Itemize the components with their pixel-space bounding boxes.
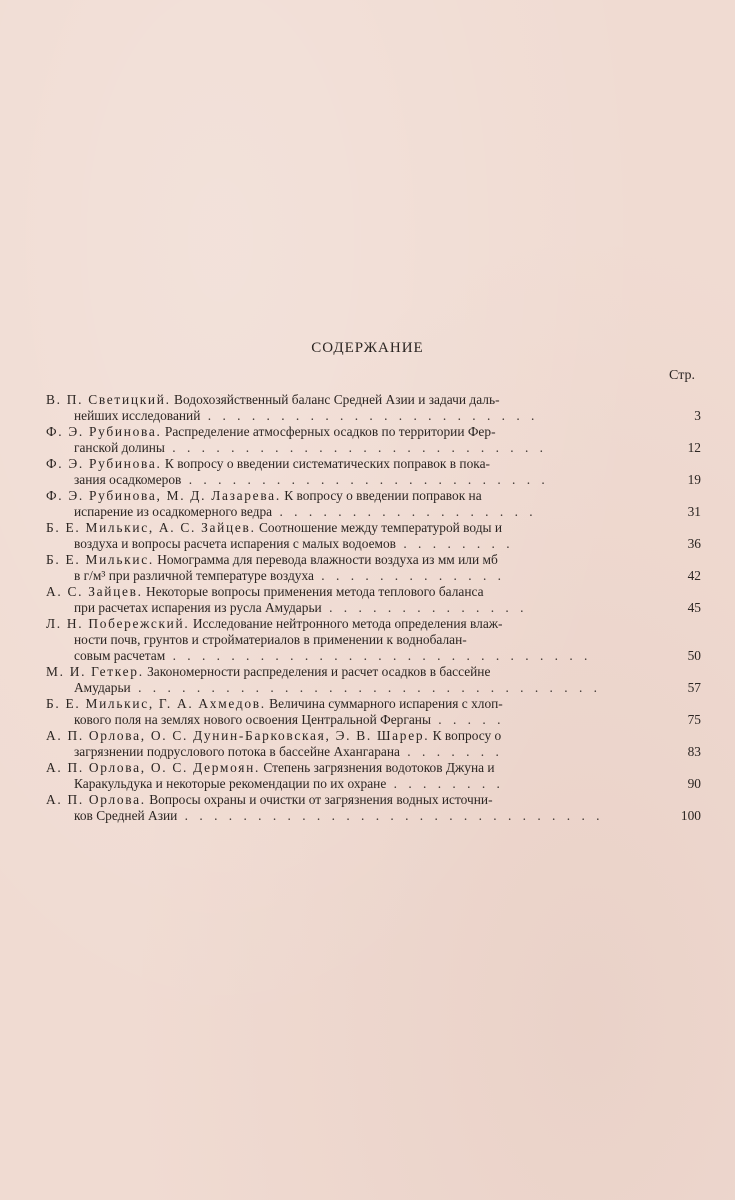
leader-dots: . . . . . . . . . . . . . . . . . . . . . . . . . xyxy=(181,472,549,487)
toc-entry-page: 90 xyxy=(687,776,701,791)
toc-entry-title-cont: испарение из осадкомерного ведра xyxy=(74,504,273,519)
toc-entry-title: Величина суммарного испарения с хлоп- xyxy=(265,696,503,711)
toc-entry xyxy=(46,792,701,824)
toc-entry-page: 83 xyxy=(687,744,701,759)
toc-entry-title-cont: зания осадкомеров xyxy=(74,472,182,487)
toc-entry xyxy=(46,488,701,520)
toc-entry-title: Исследование нейтронного метода определения влаж- xyxy=(189,616,503,631)
toc-entry xyxy=(46,728,701,760)
toc-entry-authors: Б. Е. Милькис. xyxy=(46,552,154,567)
toc-entry-title-cont: нейших исследований xyxy=(74,408,201,423)
toc-entry-title-cont: Амударьи xyxy=(74,680,131,695)
leader-dots: . . . . . . . . xyxy=(386,776,504,791)
toc-entry-title-cont: при расчетах испарения из русла Амударьи xyxy=(74,600,322,615)
toc-entry xyxy=(46,392,701,424)
toc-entry-title-cont: Каракульдука и некоторые рекомендации по их охране xyxy=(74,776,387,791)
toc-entry-title-cont: в г/м³ при различной температуре воздуха xyxy=(74,568,314,583)
toc-entry-title-cont: воздуха и вопросы расчета испарения с малых водоемов xyxy=(74,536,397,551)
toc-entry-title: Водохозяйственный баланс Средней Азии и задачи даль- xyxy=(170,392,500,407)
toc-entry-authors: Б. Е. Милькис, А. С. Зайцев. xyxy=(46,520,256,535)
toc-entry xyxy=(46,520,701,552)
leader-dots: . . . . . . . . . . . . . . xyxy=(321,600,528,615)
toc-entry-title-cont: ности почв, грунтов и стройматериалов в применении к воднобалан- xyxy=(74,632,467,647)
toc-entry-title-cont: ков Средней Азии xyxy=(74,808,178,823)
toc-entry-page: 57 xyxy=(687,680,701,695)
leader-dots: . . . . . . . . . . . . . . . . . . . . . . . . . . xyxy=(164,440,548,455)
toc-entry-authors: Л. Н. Побережский. xyxy=(46,616,190,631)
page-column-label: Стр. xyxy=(669,368,695,383)
toc-entry-page: 12 xyxy=(687,440,701,455)
toc-entry-title-cont: ганской долины xyxy=(74,440,165,455)
toc-entry-title: Номограмма для перевода влажности воздуха из мм или мб xyxy=(153,552,498,567)
toc-entry-page: 31 xyxy=(687,504,701,519)
toc-entry-title-cont: кового поля на землях нового освоения Центральной Ферганы xyxy=(74,712,431,727)
toc-entry-title: Закономерности распределения и расчет осадков в бассейне xyxy=(143,664,491,679)
toc-entry-title-cont: совым расчетам xyxy=(74,648,166,663)
toc-entry-authors: А. П. Орлова, О. С. Дермоян. xyxy=(46,760,260,775)
toc-entry-authors: Ф. Э. Рубинова. xyxy=(46,424,162,439)
leader-dots: . . . . . . . . . . . . . . . . . . . . . . . xyxy=(200,408,539,423)
toc-entry-page: 100 xyxy=(680,808,701,823)
toc-entry-authors: Б. Е. Милькис, Г. А. Ахмедов. xyxy=(46,696,266,711)
leader-dots: . . . . . . . . . . . . . . . . . . xyxy=(272,504,537,519)
toc-entry xyxy=(46,664,701,696)
toc-entry xyxy=(46,552,701,584)
toc-entry-title: К вопросу о введении поправок на xyxy=(280,488,482,503)
toc-entry-title-cont: загрязнении подруслового потока в бассейне Ахангарана xyxy=(74,744,400,759)
leader-dots: . . . . . . . . . . . . . . . . . . . . . . . . . . . . . . . . xyxy=(130,680,601,695)
leader-dots: . . . . . xyxy=(430,712,505,727)
toc-entry-authors: В. П. Светицкий. xyxy=(46,392,171,407)
toc-entry-title: Распределение атмосферных осадков по территории Фер- xyxy=(161,424,496,439)
toc-entry xyxy=(46,456,701,488)
page-title: СОДЕРЖАНИЕ xyxy=(311,340,424,356)
toc-entry-authors: А. П. Орлова, О. С. Дунин-Барковская, Э. В. Шарер. xyxy=(46,728,430,743)
leader-dots: . . . . . . . . . . . . . . . . . . . . . . . . . . . . . xyxy=(165,648,592,663)
toc-entry-title: Вопросы охраны и очистки от загрязнения водных источни- xyxy=(145,792,493,807)
toc-entry-page: 75 xyxy=(687,712,701,727)
toc-entry-title: Соотношение между температурой воды и xyxy=(255,520,503,535)
leader-dots: . . . . . . . . . . . . . . . . . . . . . . . . . . . . . xyxy=(177,808,604,823)
toc-entry-title: К вопросу о введении систематических поправок в пока- xyxy=(161,456,490,471)
toc-entry-authors: Ф. Э. Рубинова, М. Д. Лазарева. xyxy=(46,488,281,503)
leader-dots: . . . . . . . xyxy=(399,744,503,759)
toc-entry-page: 45 xyxy=(687,600,701,615)
toc-entry-title: Степень загрязнения водотоков Джуна и xyxy=(260,760,495,775)
toc-entry-page: 19 xyxy=(687,472,701,487)
toc-entry-title: Некоторые вопросы применения метода теплового баланса xyxy=(142,584,484,599)
toc-entry-page: 50 xyxy=(687,648,701,663)
toc-entry xyxy=(46,616,701,664)
toc-entry-title: К вопросу о xyxy=(429,728,502,743)
toc-entry-authors: А. П. Орлова. xyxy=(46,792,146,807)
toc-entry xyxy=(46,760,701,792)
toc-entry xyxy=(46,424,701,456)
toc-entry-page: 36 xyxy=(687,536,701,551)
toc-entry-page: 42 xyxy=(687,568,701,583)
toc-entry xyxy=(46,696,701,728)
table-of-contents xyxy=(46,392,701,824)
toc-entry xyxy=(46,584,701,616)
toc-entry-authors: М. И. Геткер. xyxy=(46,664,144,679)
toc-entry-authors: А. С. Зайцев. xyxy=(46,584,143,599)
leader-dots: . . . . . . . . . . . . . xyxy=(313,568,505,583)
toc-entry-authors: Ф. Э. Рубинова. xyxy=(46,456,162,471)
toc-entry-page: 3 xyxy=(694,408,701,423)
leader-dots: . . . . . . . . xyxy=(396,536,514,551)
